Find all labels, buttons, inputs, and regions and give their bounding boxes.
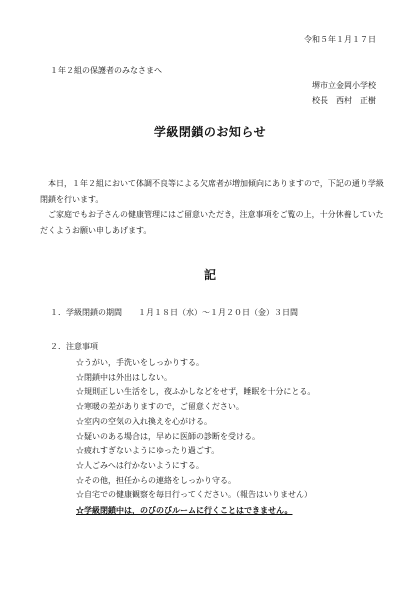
ki-heading: 記 bbox=[203, 268, 216, 282]
issue-date: 令和５年１月１７日 bbox=[304, 35, 376, 44]
list-item: ☆自宅での健康観察を毎日行ってください。（報告はいりません） bbox=[76, 490, 312, 500]
list-item: ☆寒暖の差がありますので，ご留意ください。 bbox=[76, 402, 244, 412]
notes-heading: ２．注意事項 bbox=[50, 342, 98, 351]
list-item: ☆疑いのある場合は，早めに医師の診断を受ける。 bbox=[76, 431, 260, 441]
body-paragraph-1: 本日，１年２組において体調不良等による欠席者が増加傾向にありますので，下記の通り学級閉鎖を行います。 bbox=[40, 179, 384, 204]
document-title: 学級閉鎖のお知らせ bbox=[153, 125, 267, 139]
sender-school: 堺市立金岡小学校 bbox=[312, 81, 376, 90]
recipient-line: １年２組の保護者のみなさまへ bbox=[50, 66, 162, 75]
closure-period bbox=[50, 308, 298, 318]
emphasis-note: ☆学級閉鎖中は，のびのびルームに行くことはできません。 bbox=[76, 505, 293, 516]
list-item: ☆人ごみへは行かないようにする。 bbox=[76, 460, 204, 470]
list-item: ☆室内の空気の入れ換えを心がける。 bbox=[76, 416, 212, 426]
notes-list bbox=[76, 356, 315, 518]
list-item: ☆規則正しい生活をし，夜ふかしなどをせず，睡眠を十分にとる。 bbox=[76, 387, 316, 397]
closure-period-label: １．学級閉鎖の期間 bbox=[50, 308, 122, 317]
list-item: ☆閉鎖中は外出はしない。 bbox=[76, 372, 172, 382]
list-item: ☆疲れすぎないようにゆったり過ごす。 bbox=[76, 446, 220, 456]
body-text bbox=[40, 176, 385, 238]
sender-principal: 校長 西村 正樹 bbox=[312, 96, 376, 105]
body-paragraph-2: ご家庭でもお子さんの健康管理にはご留意いただき，注意事項をご覧の上，十分休養していただくようお願い申しあげます。 bbox=[40, 210, 384, 235]
list-item: ☆うがい，手洗いをしっかりする。 bbox=[76, 358, 204, 367]
closure-period-value: １月１８日（水）～１月２０日（金）３日間 bbox=[138, 308, 298, 317]
sender-block bbox=[312, 78, 376, 108]
list-item: ☆その他，担任からの連絡をしっかり守る。 bbox=[76, 475, 236, 485]
